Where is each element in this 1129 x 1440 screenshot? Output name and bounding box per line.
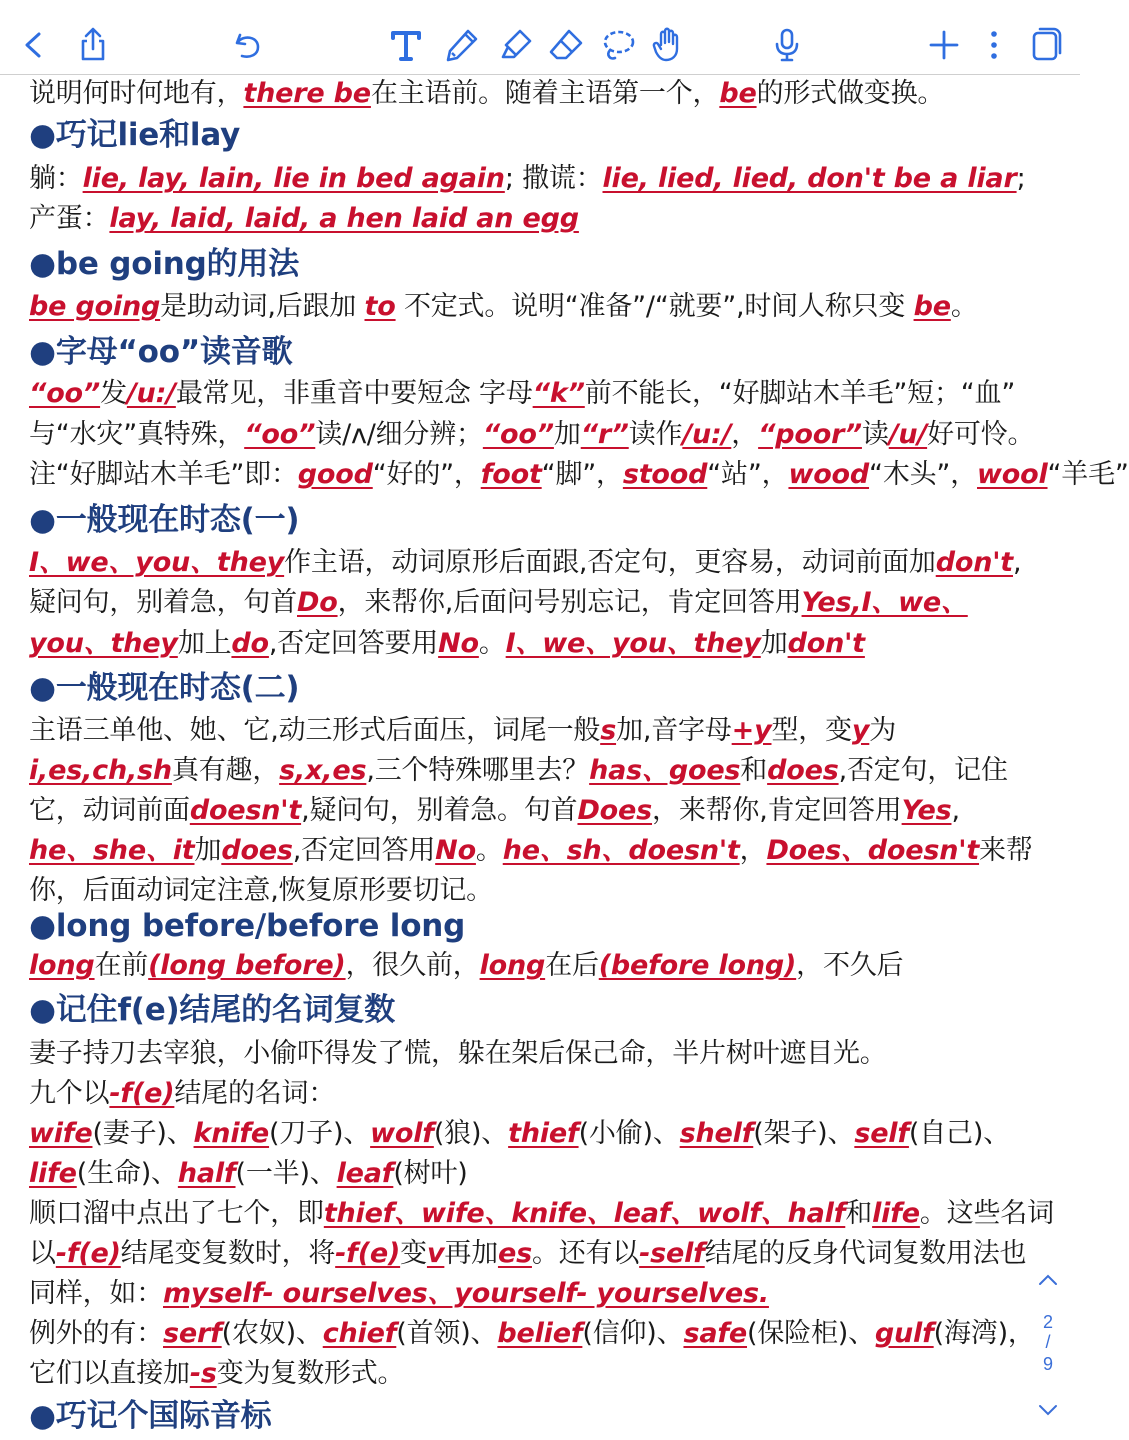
- keyword-text: be: [719, 78, 757, 109]
- keyword-text: don't: [935, 547, 1013, 578]
- pages-icon[interactable]: [1026, 25, 1066, 65]
- keyword-text: life: [872, 1198, 920, 1229]
- body-text: 主语三单他、她、它,动三形式后面压，词尾一般: [29, 715, 601, 746]
- keyword-text: i,es,ch,sh: [29, 755, 172, 786]
- keyword-text: safe: [683, 1318, 748, 1349]
- body-text: ,否定回答用: [292, 835, 436, 866]
- keyword-text: thief、wife、knife、leaf、wolf、half: [323, 1198, 846, 1229]
- keyword-text: he、sh、doesn't: [502, 835, 740, 866]
- highlighter-icon[interactable]: [496, 25, 536, 65]
- more-icon[interactable]: [974, 25, 1014, 65]
- keyword-text: “oo”: [482, 419, 554, 450]
- body-text: (保险柜)、: [747, 1318, 875, 1349]
- body-text: (刀子)、: [269, 1118, 371, 1149]
- body-text: 加: [760, 628, 788, 659]
- body-text: ; 撒谎：: [504, 163, 603, 194]
- body-text: 真有趣，: [171, 755, 280, 786]
- keyword-text: s,x,es: [279, 755, 367, 786]
- body-text: 例外的有：: [29, 1318, 163, 1349]
- keyword-text: knife: [193, 1118, 270, 1149]
- text-line: [29, 1154, 468, 1194]
- body-text: (海湾)，: [933, 1318, 1035, 1349]
- keyword-text: No: [438, 628, 479, 659]
- keyword-text: /u:/: [126, 378, 176, 409]
- body-text: 加上: [177, 628, 232, 659]
- keyword-text: -s: [189, 1358, 217, 1389]
- text-line: [29, 287, 978, 327]
- body-text: ●记住f(e)结尾的名词复数: [29, 992, 396, 1028]
- undo-icon[interactable]: [228, 25, 268, 65]
- body-text: 你，后面动词定注意,恢复原形要切记。: [29, 875, 493, 906]
- text-line: [29, 543, 1021, 583]
- keyword-text: long: [479, 950, 546, 981]
- text-line: [29, 374, 1015, 414]
- keyword-text: gulf: [874, 1318, 934, 1349]
- body-text: ●巧记个国际音标: [29, 1398, 272, 1434]
- text-line: [29, 74, 944, 114]
- keyword-text: es: [497, 1238, 532, 1269]
- section-heading: [29, 244, 299, 284]
- section-heading: [29, 906, 465, 946]
- body-text: 最常见，非重音中要短念 字母: [175, 378, 533, 409]
- keyword-text: (before long): [598, 950, 797, 981]
- body-text: ,否定回答要用: [268, 628, 439, 659]
- body-text: 变为复数形式。: [216, 1358, 405, 1389]
- text-line: [29, 1034, 887, 1074]
- body-text: 型，变: [771, 715, 852, 746]
- body-text: 加,音字母: [616, 715, 732, 746]
- keyword-text: life: [29, 1158, 77, 1189]
- section-heading: [29, 115, 240, 155]
- back-icon[interactable]: [14, 25, 54, 65]
- body-text: “木头”，: [869, 459, 978, 490]
- body-text: “好的”，: [372, 459, 481, 490]
- text-line: [29, 583, 968, 623]
- section-heading: [29, 1396, 271, 1436]
- keyword-text: No: [435, 835, 476, 866]
- keyword-text: I、we、you、they: [29, 547, 285, 578]
- body-text: 它，动词前面: [29, 795, 190, 826]
- body-text: 在前: [94, 950, 149, 981]
- text-line: [29, 415, 1034, 455]
- lasso-icon[interactable]: [598, 25, 638, 65]
- keyword-text: -f(e): [109, 1078, 175, 1109]
- keyword-text: wood: [788, 459, 870, 490]
- body-text: 疑问句，别着急，句首: [29, 587, 297, 618]
- keyword-text: long: [29, 950, 95, 981]
- body-text: 它们以直接加: [29, 1358, 190, 1389]
- keyword-text: does: [767, 755, 839, 786]
- keyword-text: has、goes: [589, 755, 741, 786]
- body-text: 说明何时何地有，: [29, 78, 244, 109]
- body-text: 读/ʌ/细分辨；: [315, 419, 483, 450]
- keyword-text: there be: [243, 78, 371, 109]
- keyword-text: thief: [508, 1118, 579, 1149]
- body-text: 加: [553, 419, 581, 450]
- body-text: ●be going的用法: [29, 246, 300, 282]
- body-text: 。还有以: [531, 1238, 640, 1269]
- body-text: 再加: [444, 1238, 498, 1269]
- keyword-text: I、we、you、they: [505, 628, 761, 659]
- body-text: 躺：: [29, 163, 83, 194]
- body-text: (生命)、: [76, 1158, 178, 1189]
- keyword-text: -self: [639, 1238, 705, 1269]
- keyword-text: serf: [163, 1318, 222, 1349]
- keyword-text: foot: [480, 459, 542, 490]
- body-text: 发: [100, 378, 127, 409]
- text-line: [29, 1194, 1054, 1234]
- body-text: 好可怜。: [927, 419, 1035, 450]
- body-text: 。: [950, 291, 978, 322]
- add-icon[interactable]: [924, 25, 964, 65]
- section-heading: [29, 332, 292, 372]
- keyword-text: “r”: [580, 419, 629, 450]
- body-text: 。: [478, 628, 506, 659]
- keyword-text: don't: [787, 628, 865, 659]
- body-text: 前不能长，“好脚站木羊毛”短；“血”: [584, 378, 1016, 409]
- body-text: 与“水灾”真特殊，: [29, 419, 245, 450]
- body-text: 注“好脚站木羊毛”即：: [29, 459, 298, 490]
- keyword-text: be going: [29, 291, 161, 322]
- body-text: 顺口溜中点出了七个，即: [29, 1198, 324, 1229]
- body-text: ,三个特殊哪里去？: [366, 755, 590, 786]
- pen-icon[interactable]: [442, 25, 482, 65]
- keyword-text: good: [297, 459, 373, 490]
- keyword-text: lie, lied, lied, don't be a liar: [602, 163, 1017, 194]
- body-text: ，来帮你,肯定回答用: [652, 795, 902, 826]
- microphone-icon[interactable]: [767, 25, 807, 65]
- text-line: [29, 1274, 769, 1314]
- body-text: 和: [740, 755, 768, 786]
- keyword-text: chief: [322, 1318, 397, 1349]
- text-line: [29, 871, 493, 911]
- body-text: ，: [739, 835, 767, 866]
- body-text: 在主语前。随着主语第一个，: [370, 78, 720, 109]
- keyword-text: lie, lay, lain, lie in bed again: [82, 163, 505, 194]
- body-text: 的形式做变换。: [756, 78, 945, 109]
- keyword-text: leaf: [336, 1158, 394, 1189]
- body-text: (信仰)、: [582, 1318, 684, 1349]
- total-pages: 9: [1042, 1354, 1053, 1374]
- body-text: ●一般现在时态(二): [29, 670, 300, 706]
- section-heading: [29, 990, 395, 1030]
- body-text: 结尾的名词：: [174, 1078, 336, 1109]
- body-text: 。这些名词: [919, 1198, 1054, 1229]
- keyword-text: self: [854, 1118, 909, 1149]
- text-line: [29, 624, 865, 664]
- body-text: 为: [869, 715, 897, 746]
- body-text: 妻子持刀去宰狼，小偷吓得发了慌，躲在架后保己命，半片树叶遮目光。: [29, 1038, 887, 1069]
- body-text: (树叶): [393, 1158, 468, 1189]
- keyword-text: -f(e): [335, 1238, 401, 1269]
- keyword-text: “oo”: [244, 419, 316, 450]
- keyword-text: +y: [731, 715, 772, 746]
- keyword-text: you、they: [29, 628, 178, 659]
- keyword-text: Do: [297, 587, 338, 618]
- body-text: ;: [1016, 163, 1026, 194]
- keyword-text: to: [364, 291, 396, 322]
- keyword-text: Does、doesn't: [766, 835, 980, 866]
- current-page: 2: [1042, 1312, 1053, 1332]
- text-line: [29, 159, 1025, 199]
- keyword-text: he、she、it: [29, 835, 195, 866]
- text-line: [29, 791, 960, 831]
- page-down-icon[interactable]: [1036, 1402, 1060, 1418]
- body-text: 九个以: [29, 1078, 110, 1109]
- keyword-text: “oo”: [29, 378, 101, 409]
- body-text: ,否定句，记住: [838, 755, 1008, 786]
- body-text: (狼)、: [433, 1118, 509, 1149]
- body-text: 产蛋：: [29, 203, 110, 234]
- body-text: 变: [400, 1238, 427, 1269]
- body-text: ，不久后: [796, 950, 904, 981]
- body-text: (架子)、: [753, 1118, 855, 1149]
- section-heading: [29, 500, 299, 540]
- body-text: 和: [845, 1198, 873, 1229]
- hand-tool-icon[interactable]: [648, 25, 688, 65]
- text-line: [29, 1114, 1010, 1154]
- text-line: [29, 1354, 404, 1394]
- body-text: 不定式。说明“准备”/“就要”,时间人称只变: [395, 291, 914, 322]
- keyword-text: /u/: [888, 419, 928, 450]
- body-text: ,: [1013, 547, 1022, 578]
- body-text: “站”，: [707, 459, 789, 490]
- body-text: 同样，如：: [29, 1278, 163, 1309]
- keyword-text: wolf: [370, 1118, 434, 1149]
- body-text: (妻子)、: [92, 1118, 194, 1149]
- keyword-text: does: [221, 835, 293, 866]
- keyword-text: lay, laid, laid, a hen laid an egg: [109, 203, 579, 234]
- body-text: 。: [475, 835, 503, 866]
- keyword-text: shelf: [679, 1118, 754, 1149]
- text-tool-icon[interactable]: [386, 25, 426, 65]
- body-text: 读作: [628, 419, 683, 450]
- keyword-text: wife: [29, 1118, 93, 1149]
- keyword-text: do: [231, 628, 269, 659]
- body-text: (一半)、: [235, 1158, 337, 1189]
- text-line: [29, 1234, 1026, 1274]
- body-text: 是助动词,后跟加: [160, 291, 365, 322]
- keyword-text: -f(e): [55, 1238, 121, 1269]
- body-text: ●long before/before long: [29, 908, 466, 944]
- keyword-text: Yes: [901, 795, 952, 826]
- keyword-text: /u:/: [682, 419, 732, 450]
- text-line: [29, 711, 896, 751]
- keyword-text: stood: [622, 459, 708, 490]
- keyword-text: myself- ourselves、yourself- yourselves.: [163, 1278, 769, 1309]
- keyword-text: belief: [497, 1318, 583, 1349]
- text-line: [29, 751, 1008, 791]
- body-text: 读: [861, 419, 889, 450]
- body-text: 结尾的反身代词复数用法也: [704, 1238, 1027, 1269]
- page-up-icon[interactable]: [1036, 1272, 1060, 1288]
- body-text: ,: [951, 795, 960, 826]
- keyword-text: “k”: [532, 378, 585, 409]
- keyword-text: doesn't: [189, 795, 302, 826]
- body-text: 以: [29, 1238, 56, 1269]
- body-text: 在后: [545, 950, 599, 981]
- body-text: 结尾变复数时，将: [120, 1238, 336, 1269]
- text-line: [29, 455, 1129, 495]
- body-text: ●一般现在时态(一): [29, 502, 300, 538]
- body-text: 作主语，动词原形后面跟,否定句，更容易，动词前面加: [284, 547, 936, 578]
- body-text: ，很久前，: [345, 950, 480, 981]
- keyword-text: wool: [977, 459, 1048, 490]
- text-line: [29, 946, 903, 986]
- body-text: ，: [731, 419, 759, 450]
- eraser-icon[interactable]: [546, 25, 586, 65]
- share-icon[interactable]: [73, 25, 113, 65]
- text-line: [29, 1074, 335, 1114]
- keyword-text: (long before): [148, 950, 346, 981]
- section-heading: [29, 668, 299, 708]
- text-line: [29, 1314, 1035, 1354]
- keyword-text: y: [851, 715, 870, 746]
- body-text: ，来帮你,后面问号别忘记，肯定回答用: [337, 587, 802, 618]
- page-indicator: [1030, 1268, 1066, 1428]
- keyword-text: be: [913, 291, 951, 322]
- text-line: [29, 831, 1033, 871]
- top-toolbar: [0, 0, 1080, 75]
- body-text: (小偷)、: [578, 1118, 680, 1149]
- body-text: ●巧记lie和lay: [29, 117, 241, 153]
- body-text: ●字母“oo”读音歌: [29, 334, 293, 370]
- keyword-text: half: [177, 1158, 236, 1189]
- body-text: “脚”，: [541, 459, 623, 490]
- body-text: (自己)、: [908, 1118, 1010, 1149]
- body-text: 加: [194, 835, 222, 866]
- body-text: ,疑问句，别着急。句首: [301, 795, 578, 826]
- body-text: (首领)、: [396, 1318, 498, 1349]
- keyword-text: Does: [577, 795, 653, 826]
- page-separator: /: [1045, 1332, 1051, 1352]
- body-text: 来帮: [979, 835, 1033, 866]
- keyword-text: “poor”: [758, 419, 862, 450]
- keyword-text: Yes,I、we、: [801, 587, 968, 618]
- body-text: “羊毛”: [1047, 459, 1129, 490]
- keyword-text: s: [600, 715, 617, 746]
- keyword-text: v: [426, 1238, 445, 1269]
- text-line: [29, 199, 579, 239]
- body-text: (农奴)、: [221, 1318, 323, 1349]
